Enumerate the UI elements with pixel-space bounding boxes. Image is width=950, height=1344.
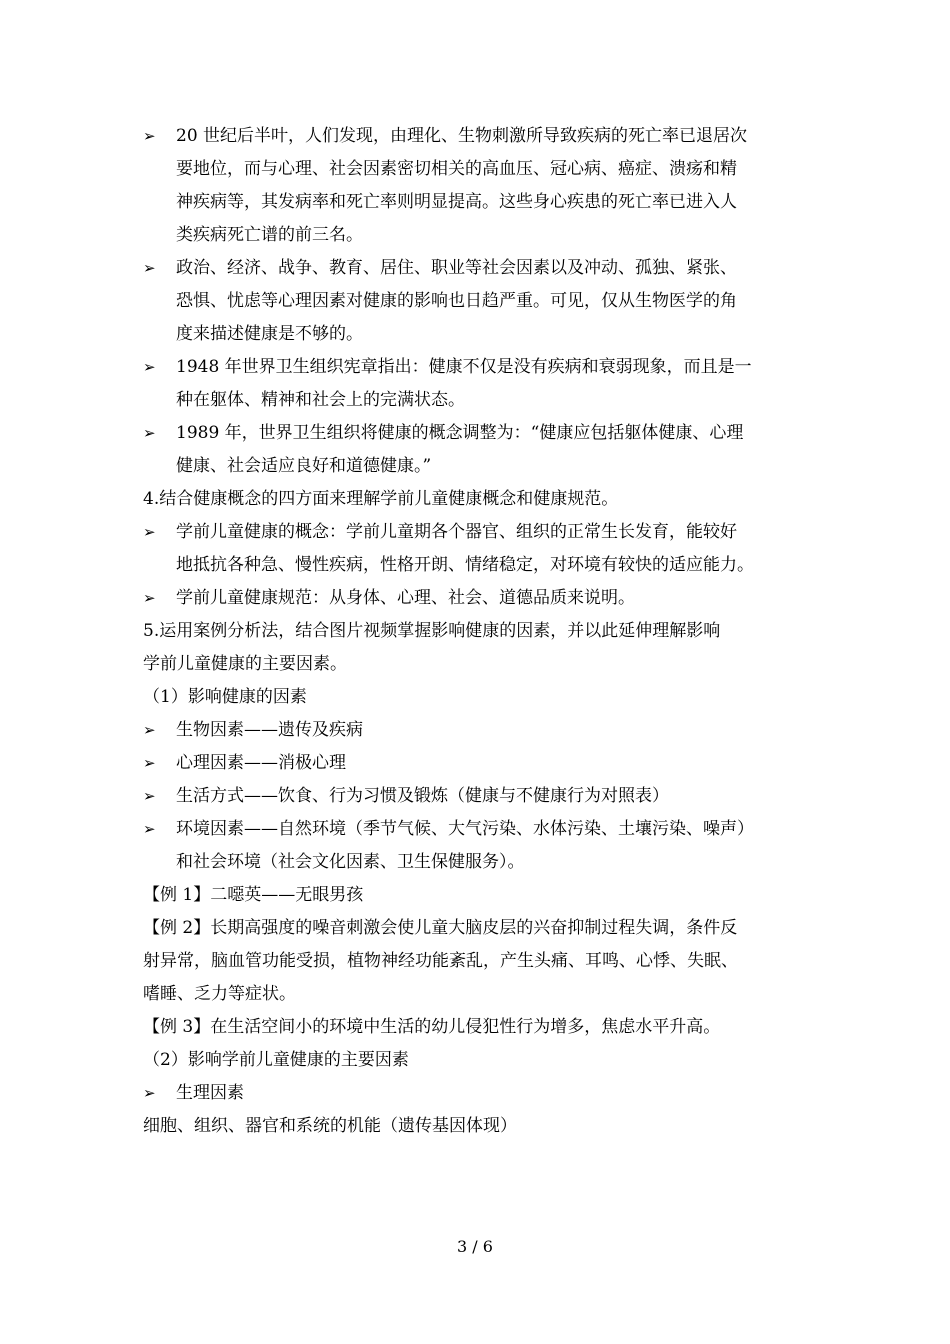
bullet-paragraph (143, 1077, 813, 1110)
bullet-arrow-icon: ➢ (143, 820, 156, 838)
paragraph-line: 生理因素 (176, 1083, 244, 1103)
paragraph-line: 神疾病等，其发病率和死亡率则明显提高。这些身心疾患的死亡率已进入人 (176, 192, 737, 212)
bullet-paragraph (143, 582, 813, 615)
paragraph-line: （1）影响健康的因素 (143, 687, 307, 707)
bullet-paragraph (143, 813, 813, 879)
paragraph-line: （2）影响学前儿童健康的主要因素 (143, 1050, 409, 1070)
paragraph-line: 类疾病死亡谱的前三名。 (176, 225, 363, 245)
paragraph-line: 学前儿童健康规范：从身体、心理、社会、道德品质来说明。 (176, 588, 635, 608)
paragraph-line: 地抵抗各种急、慢性疾病，性格开朗、情绪稳定，对环境有较快的适应能力。 (176, 555, 754, 575)
paragraph-line: 政治、经济、战争、教育、居住、职业等社会因素以及冲动、孤独、紧张、 (176, 258, 737, 278)
bullet-arrow-icon: ➢ (143, 589, 156, 607)
paragraph-line: 4.结合健康概念的四方面来理解学前儿童健康概念和健康规范。 (143, 489, 619, 509)
paragraph-line: 心理因素——消极心理 (176, 753, 346, 773)
document-body (143, 120, 813, 1143)
bullet-paragraph (143, 714, 813, 747)
paragraph-line: 1948 年世界卫生组织宪章指出：健康不仅是没有疾病和衰弱现象，而且是一 (176, 357, 752, 377)
bullet-arrow-icon: ➢ (143, 358, 156, 376)
bullet-paragraph (143, 516, 813, 582)
bullet-paragraph (143, 780, 813, 813)
paragraph-line: 射异常，脑血管功能受损，植物神经功能紊乱，产生头痛、耳鸣、心悸、失眠、 (143, 951, 738, 971)
paragraph-line: 5.运用案例分析法，结合图片视频掌握影响健康的因素，并以此延伸理解影响 (143, 621, 721, 641)
paragraph-line: 种在躯体、精神和社会上的完满状态。 (176, 390, 465, 410)
paragraph-line: 环境因素——自然环境（季节气候、大气污染、水体污染、土壤污染、噪声） (176, 819, 754, 839)
bullet-paragraph (143, 747, 813, 780)
paragraph-line: 【例 1】二噁英——无眼男孩 (143, 885, 364, 905)
bullet-arrow-icon: ➢ (143, 787, 156, 805)
paragraph-line: 20 世纪后半叶，人们发现，由理化、生物刺激所导致疾病的死亡率已退居次 (176, 126, 748, 146)
bullet-paragraph (143, 417, 813, 483)
paragraph-line: 度来描述健康是不够的。 (176, 324, 363, 344)
paragraph-line: 1989 年，世界卫生组织将健康的概念调整为：“健康应包括躯体健康、心理 (176, 423, 744, 443)
bullet-arrow-icon: ➢ (143, 523, 156, 541)
bullet-arrow-icon: ➢ (143, 259, 156, 277)
paragraph-line: 恐惧、忧虑等心理因素对健康的影响也日趋严重。可见，仅从生物医学的角 (176, 291, 737, 311)
bullet-paragraph (143, 120, 813, 252)
paragraph-line: 健康、社会适应良好和道德健康。” (176, 456, 432, 476)
paragraph-line: 【例 2】长期高强度的噪音刺激会使儿童大脑皮层的兴奋抑制过程失调，条件反 (143, 918, 738, 938)
bullet-arrow-icon: ➢ (143, 754, 156, 772)
paragraph-line: 细胞、组织、器官和系统的机能（遗传基因体现） (143, 1116, 517, 1136)
paragraph-line: 【例 3】在生活空间小的环境中生活的幼儿侵犯性行为增多，焦虑水平升高。 (143, 1017, 721, 1037)
paragraph-line: 生活方式——饮食、行为习惯及锻炼（健康与不健康行为对照表） (176, 786, 669, 806)
bullet-arrow-icon: ➢ (143, 424, 156, 442)
paragraph-line: 生物因素——遗传及疾病 (176, 720, 363, 740)
paragraph-line: 学前儿童健康的主要因素。 (143, 654, 347, 674)
bullet-arrow-icon: ➢ (143, 1084, 156, 1102)
bullet-arrow-icon: ➢ (143, 721, 156, 739)
paragraph-line: 学前儿童健康的概念：学前儿童期各个器官、组织的正常生长发育，能较好 (176, 522, 737, 542)
page-number: 3 / 6 (457, 1237, 493, 1256)
bullet-paragraph (143, 252, 813, 351)
bullet-paragraph (143, 351, 813, 417)
paragraph-line: 要地位，而与心理、社会因素密切相关的高血压、冠心病、癌症、溃疡和精 (176, 159, 737, 179)
paragraph-line: 嗜睡、乏力等症状。 (143, 984, 296, 1004)
paragraph-line: 和社会环境（社会文化因素、卫生保健服务）。 (176, 852, 525, 872)
bullet-arrow-icon: ➢ (143, 127, 156, 145)
